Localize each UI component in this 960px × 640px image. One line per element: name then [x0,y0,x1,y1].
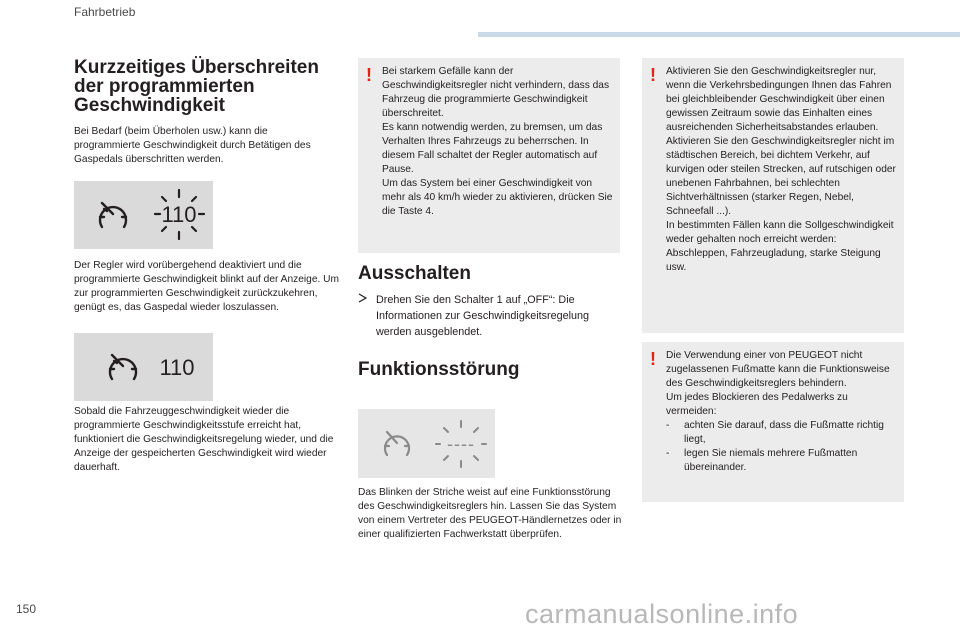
warning-icon: ! [366,65,372,85]
warning-text-slope: Bei starkem Gefälle kann der Geschwindigkeitsregler nicht verhindern, dass das Fahrzeug die programmierte Geschwindigkeit überschreitet. Es kann notwendig werden, zu bremsen, um das Verhalten Ihres Fahrzeugs zu beherrschen. In diesem Fall schaltet der Regler automatisch auf Pause. Um das System bei einer Geschwindigkeit von mehr als 40 km/h wieder zu aktivieren, drücken Sie die Taste 4. [382,66,613,217]
warning-box-slope [358,58,620,253]
speedometer-icon [385,432,409,455]
list-item [666,419,898,447]
watermark: carmanualsonline.info [525,599,799,629]
para-overspeed-blink: Der Regler wird vorübergehend deaktiviert und die programmierte Geschwindigkeit blinkt auf der Anzeige. Um zur programmierten Geschwindigkeit zurückzukehren, genügt es, das Gaspedal wieder loszulassen. [74,260,339,313]
dash-marker: - [666,448,670,459]
display-speed-value: 110 [159,355,195,380]
para-malfunction: Das Blinken der Striche weist auf eine Funktionsstörung des Geschwindigkeitsreglers hin. Lassen Sie das System von einem Vertreter des PEUGEOT-Händlernetzes oder in einer qualifizierten Fachwerkstatt überprüfen. [358,487,622,540]
warning-icon: ! [650,349,656,369]
display-speed-value: 110 [161,202,197,227]
floormat-list [666,419,898,475]
speedometer-fault-illustration [358,409,495,478]
bullet-item-off [358,292,620,340]
warning-text-floormat: Die Verwendung einer von PEUGEOT nicht zugelassenen Fußmatte kann die Funktionsweise des Geschwindigkeitsreglers behindern. Um jedes Blockieren des Pedalwerks zu vermeiden: [666,350,890,417]
warning-text-conditions: Aktivieren Sie den Geschwindigkeitsregler nur, wenn die Verkehrsbedingungen Ihnen das Fahren bei gleichbleibender Geschwindigkeit über einen gewissen Zeitraum sowie das Einhalten eines ausreichenden Sicherheitsabstandes erlauben. Aktivieren Sie den Geschwindigkeitsregler nicht im städtischen Bereich, bei dichtem Verkehr, auf kurvigen oder steilen Strecken, auf rutschigen oder unebenen Fahrbahnen, bei schlechten Sichtverhältnissen (starker Regen, Nebel, Schneefall ...). In bestimmten Fällen kann die Sollgeschwindigkeit weder gehalten noch erreicht werden: Abschleppen, Fahrzeugladung, starke Steigung usw. [666,66,896,273]
section-title-overspeed: Kurzzeitiges Überschreiten der programmierten Geschwindigkeit [74,57,319,116]
speedometer-icon [110,355,136,379]
display-overspeed-blink [74,181,213,249]
display-overspeed-steady [74,333,213,401]
chapter-title: Fahrbetrieb [74,5,136,19]
fault-dashes: ---- [447,434,475,454]
section-title-off: Ausschalten [358,263,471,284]
display-malfunction [358,409,495,478]
page-number: 150 [16,602,37,616]
section-title-malfunction: Funktionsstörung [358,359,520,380]
warning-box-floormat [642,342,904,502]
speedometer-steady-illustration [74,333,213,401]
warning-content-floormat [666,349,898,475]
bullet-arrow-icon [358,292,376,340]
list-item-text: achten Sie darauf, dass die Fußmatte richtig liegt, [684,420,884,445]
para-overspeed-intro: Bei Bedarf (beim Überholen usw.) kann die programmierte Geschwindigkeit durch Betätigen des Gaspedals überschritten werden. [74,126,311,165]
para-overspeed-resume: Sobald die Fahrzeuggeschwindigkeit wieder die programmierte Geschwindigkeitsstufe erreicht hat, funktioniert die Geschwindigkeitsregelung wieder, und die Anzeige der gespeicherten Geschwindigkeit wird wieder dauerhaft. [74,406,334,473]
dash-marker: - [666,420,670,431]
speedometer-blink-illustration [74,181,213,249]
warning-box-conditions [642,58,904,333]
list-item-text: legen Sie niemals mehrere Fußmatten übereinander. [684,448,858,473]
list-item [666,447,898,475]
bullet-text-off: Drehen Sie den Schalter 1 auf „OFF“: Die Informationen zur Geschwindigkeitsregelung werden ausgeblendet. [376,294,590,338]
speedometer-icon [100,203,126,227]
chapter-bar [478,32,960,37]
warning-icon: ! [650,65,656,85]
